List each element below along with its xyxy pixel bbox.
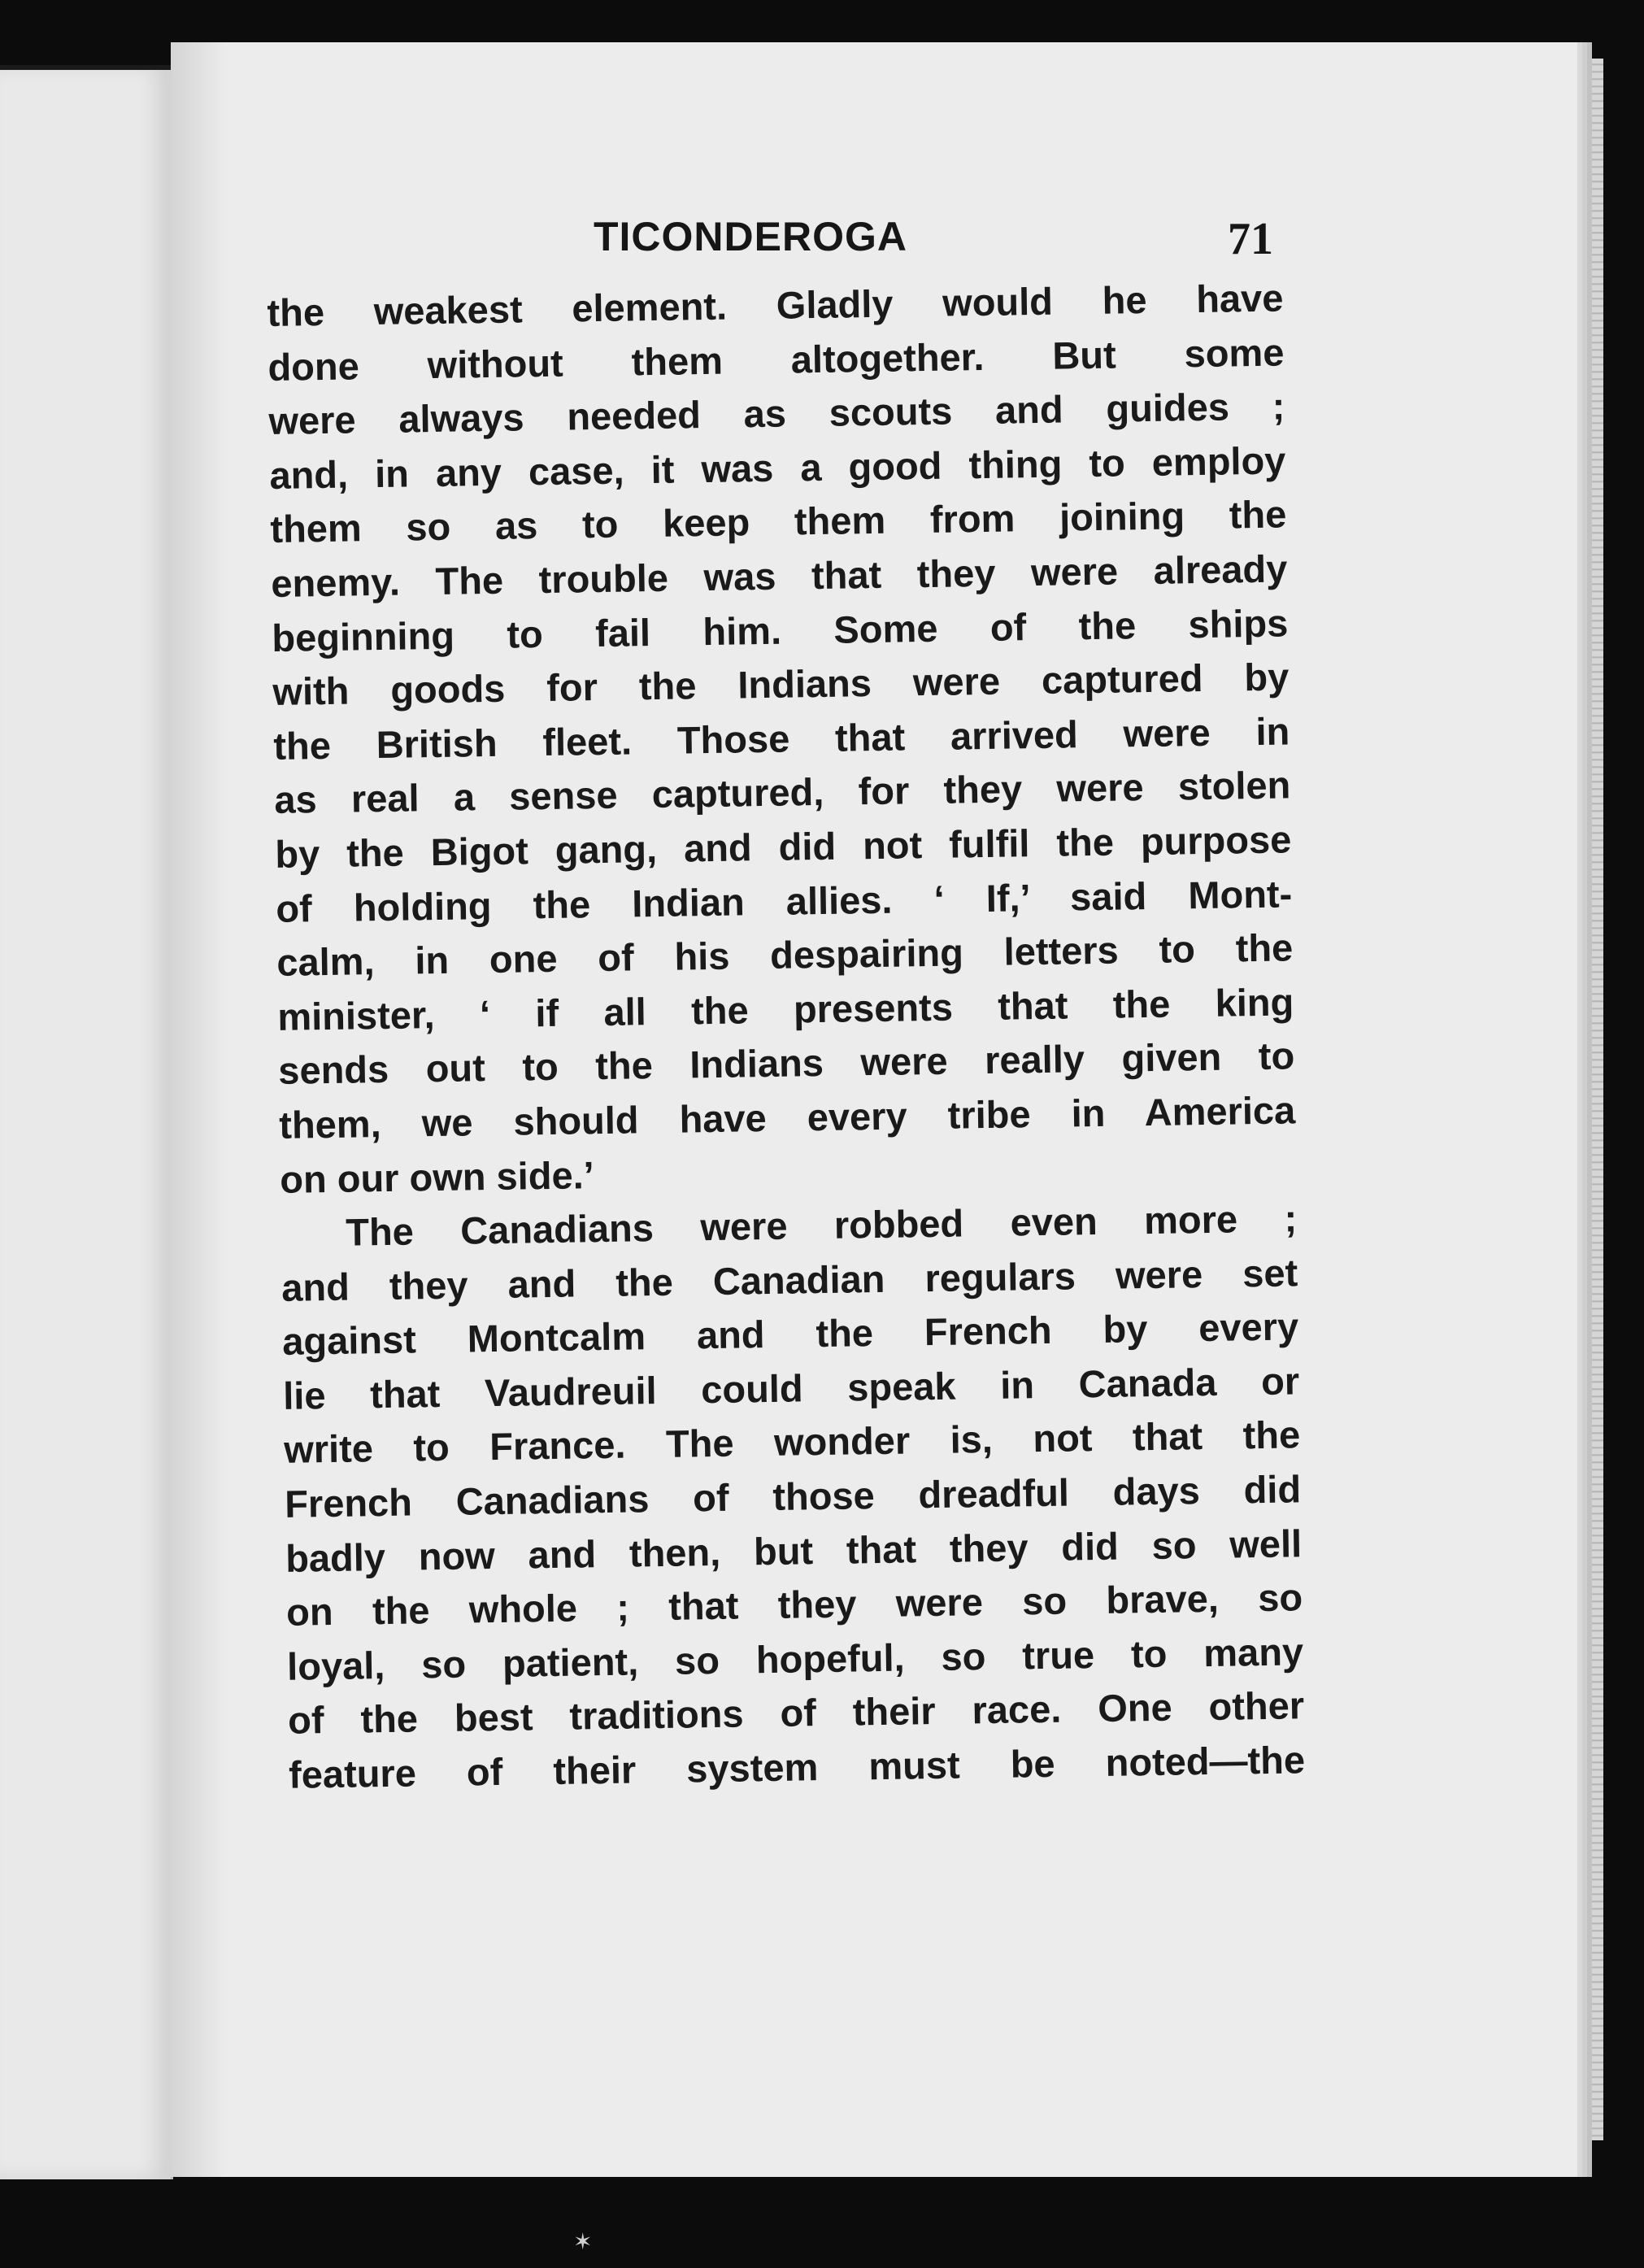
text-line: by the Bigot gang, and did not fulfil the purpose <box>274 817 1292 876</box>
body-text <box>267 271 1306 1802</box>
text-line: beginning to fail him. Some of the ships <box>272 600 1289 660</box>
text-line: lie that Vaudreuil could speak in Canada or <box>282 1359 1300 1417</box>
text-line: them so as to keep them from joining the <box>270 492 1287 551</box>
text-line: done without them altogether. But some <box>267 330 1285 389</box>
text-line: of the best traditions of their race. One other <box>287 1683 1305 1743</box>
text-line: on the whole ; that they were so brave, so <box>285 1575 1303 1635</box>
text-line: minister, ‘ if all the presents that the king <box>276 980 1294 1038</box>
page-header <box>171 213 1577 286</box>
running-title: TICONDEROGA <box>594 214 907 259</box>
text-line: the weakest element. Gladly would he have <box>267 276 1284 334</box>
text-line: sends out to the Indians were really given to <box>277 1034 1295 1093</box>
text-line: write to France. The wonder is, not that the <box>283 1413 1301 1472</box>
paragraph-start-line: The Canadians were robbed even more ; <box>345 1196 1298 1254</box>
text-line: enemy. The trouble was that they were already <box>271 546 1288 605</box>
text-line: were always needed as scouts and guides ; <box>268 384 1285 443</box>
text-line: with goods for the Indians were captured by <box>272 655 1290 714</box>
paragraph-end-line: on our own side.’ <box>279 1152 595 1201</box>
text-line: calm, in one of his despairing letters to the <box>276 925 1294 985</box>
text-line: them, we should have every tribe in America <box>278 1088 1296 1147</box>
facing-page <box>0 65 173 2179</box>
text-line: of holding the Indian allies. ‘ If,’ said Mont- <box>275 871 1293 930</box>
text-line: French Canadians of those dreadful days did <box>284 1467 1302 1526</box>
book-page <box>171 42 1577 2177</box>
page-edge <box>1592 59 1603 2140</box>
text-line: loyal, so patient, so hopeful, so true to many <box>286 1630 1304 1688</box>
text-line: as real a sense captured, for they were stolen <box>273 763 1291 822</box>
text-line: and they and the Canadian regulars were set <box>281 1251 1298 1309</box>
text-line: feature of their system must be noted—the <box>288 1738 1306 1796</box>
text-line: the British fleet. Those that arrived were in <box>272 709 1290 768</box>
page-number: 71 <box>1228 214 1273 264</box>
gutter-shadow <box>171 42 228 2177</box>
text-line: and, in any case, it was a good thing to employ <box>269 438 1286 497</box>
text-line: against Montcalm and the French by every <box>281 1304 1299 1364</box>
scan-speck: ✶ <box>573 2228 593 2255</box>
text-line: badly now and then, but that they did so well <box>285 1521 1303 1580</box>
